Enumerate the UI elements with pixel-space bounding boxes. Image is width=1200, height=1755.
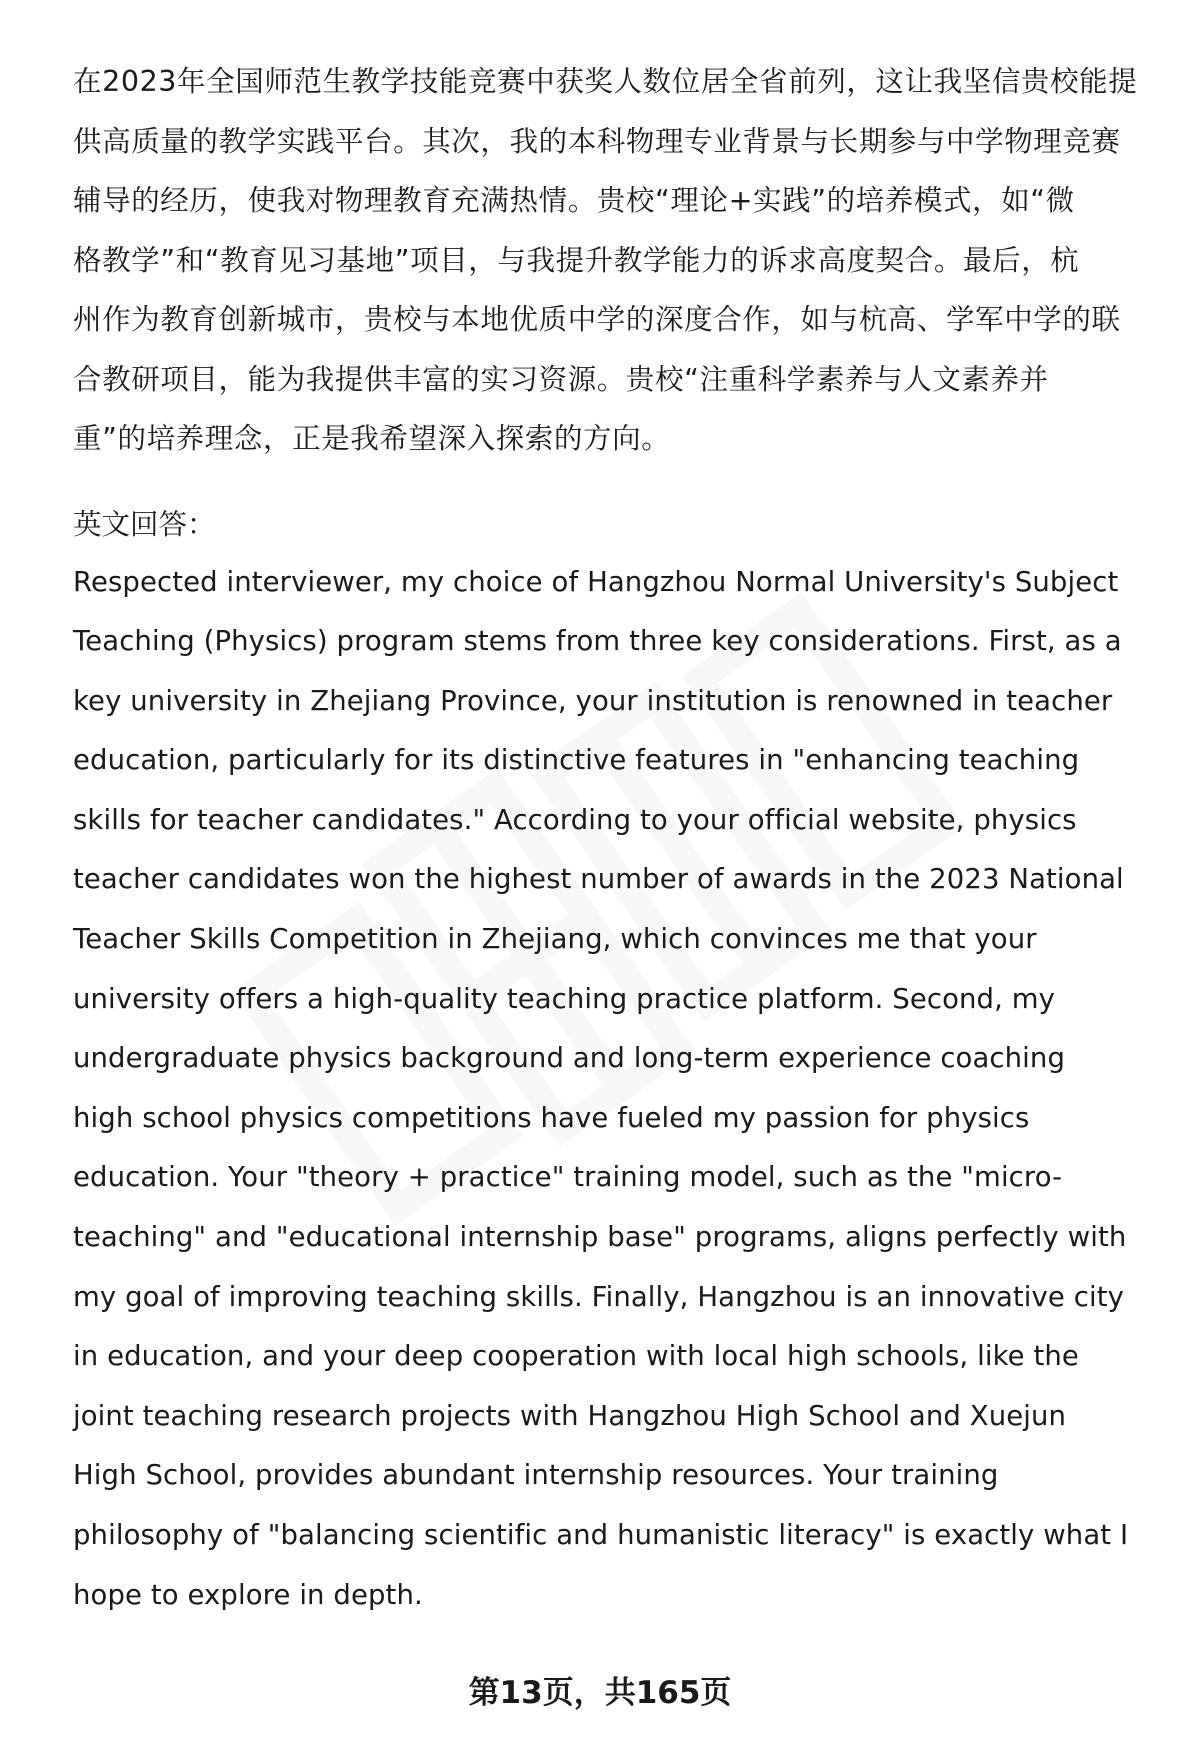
page-number: 第13页，共165页 — [468, 1675, 732, 1711]
chinese-answer-line: 辅导的经历，使我对物理教育充满热情。贵校“理论+实践”的培养模式，如“微 — [73, 184, 1075, 217]
chinese-answer-paragraph — [73, 52, 1153, 469]
english-answer-paragraph — [73, 553, 1153, 1626]
english-answer-line: Respected interviewer, my choice of Hangzhou Normal University's Subject — [73, 565, 1119, 598]
english-answer-line: teaching" and "educational internship base" programs, aligns perfectly with — [73, 1221, 1127, 1254]
english-answer-line: Teacher Skills Competition in Zhejiang, which convinces me that your — [73, 923, 1037, 956]
chinese-answer-line: 格教学”和“教育见习基地”项目，与我提升教学能力的诉求高度契合。最后，杭 — [73, 243, 1080, 277]
english-answer-line: undergraduate physics background and long-term experience coaching — [73, 1042, 1065, 1075]
chinese-answer-line: 供高质量的教学实践平台。其次，我的本科物理专业背景与长期参与中学物理竞赛 — [73, 124, 1121, 158]
chinese-answer-line: 重”的培养理念，正是我希望深入探索的方向。 — [73, 422, 671, 455]
english-answer-line: joint teaching research projects with Hangzhou High School and Xuejun — [73, 1399, 1067, 1432]
english-answer-line: philosophy of "balancing scientific and humanistic literacy" is exactly what I — [73, 1519, 1129, 1551]
english-answer-line: teacher candidates won the highest number of awards in the 2023 National — [73, 863, 1124, 896]
english-answer-heading: 英文回答： — [73, 507, 216, 541]
english-answer-line: education, particularly for its distinctive features in "enhancing teaching — [73, 744, 1080, 777]
english-answer-line: High School, provides abundant internship resources. Your training — [73, 1459, 999, 1492]
english-answer-line: hope to explore in depth. — [73, 1578, 423, 1611]
english-answer-line: university offers a high-quality teaching practice platform. Second, my — [73, 982, 1056, 1015]
chinese-answer-line: 在2023年全国师范生教学技能竞赛中获奖人数位居全省前列，这让我坚信贵校能提 — [73, 65, 1138, 98]
english-answer-line: Teaching (Physics) program stems from three key considerations. First, as a — [73, 625, 1122, 658]
english-answer-line: key university in Zhejiang Province, your institution is renowned in teacher — [73, 684, 1113, 717]
chinese-answer-line: 合教研项目，能为我提供丰富的实习资源。贵校“注重科学素养与人文素养并 — [73, 362, 1049, 396]
english-answer-line: skills for teacher candidates." According to your official website, physics — [73, 803, 1077, 836]
main-content — [73, 52, 1153, 1625]
english-answer-line: in education, and your deep cooperation with local high schools, like the — [73, 1340, 1079, 1373]
chinese-answer-line: 州作为教育创新城市，贵校与本地优质中学的深度合作，如与杭高、学军中学的联 — [73, 303, 1121, 336]
english-answer-line: my goal of improving teaching skills. Finally, Hangzhou is an innovative city — [73, 1280, 1124, 1313]
english-answer-line: education. Your "theory + practice" training model, such as the "micro- — [73, 1161, 1063, 1194]
english-answer-line: high school physics competitions have fueled my passion for physics — [73, 1101, 1030, 1134]
